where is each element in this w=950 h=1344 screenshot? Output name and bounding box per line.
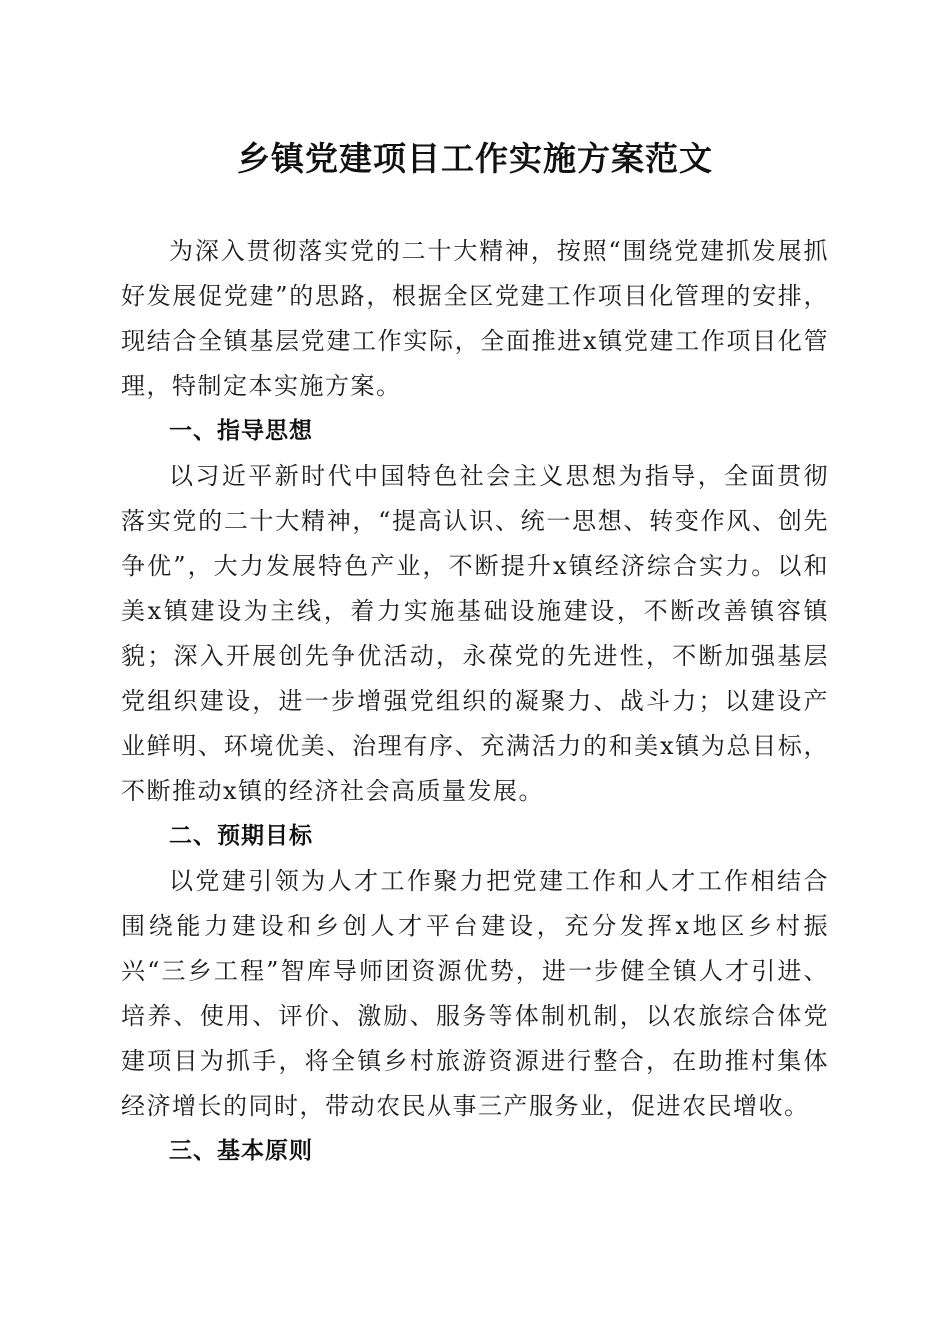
section-heading-basic-principles: 三、基本原则 bbox=[169, 1138, 313, 1164]
section-body-expected-goals: 以党建引领为人才工作聚力把党建工作和人才工作相结合围绕能力建设和乡创人才平台建设，充分发挥x地区乡村振兴“三乡工程”智库导师团资源优势，进一步健全镇人才引进、培养、使用、评价、激励、服务等体制机制，以农旅综合体党建项目为抓手，将全镇乡村旅游资源进行整合，在助推村集体经济增长的同时，带动农民从事三产服务业，促进农民增收。 bbox=[121, 867, 829, 1120]
section-body-guiding-ideology: 以习近平新时代中国特色社会主义思想为指导，全面贯彻落实党的二十大精神，“提高认识、统一思想、转变作风、创先争优”，大力发展特色产业，不断提升x镇经济综合实力。以和美x镇建设为主线，着力实施基础设施建设，不断改善镇容镇貌；深入开展创先争优活动，永葆党的先进性，不断加强基层党组织建设，进一步增强党组织的凝聚力、战斗力；以建设产业鲜明、环境优美、治理有序、充满活力的和美x镇为总目标，不断推动x镇的经济社会高质量发展。 bbox=[121, 462, 829, 805]
document-title: 乡镇党建项目工作实施方案范文 bbox=[237, 139, 713, 178]
section-heading-guiding-ideology: 一、指导思想 bbox=[169, 418, 313, 444]
document-body bbox=[121, 229, 829, 1174]
section-heading-expected-goals: 二、预期目标 bbox=[169, 823, 313, 849]
intro-paragraph: 为深入贯彻落实党的二十大精神，按照“围绕党建抓发展抓好发展促党建”的思路，根据全区党建工作项目化管理的安排，现结合全镇基层党建工作实际，全面推进x镇党建工作项目化管理，特制定本实施方案。 bbox=[121, 237, 829, 400]
